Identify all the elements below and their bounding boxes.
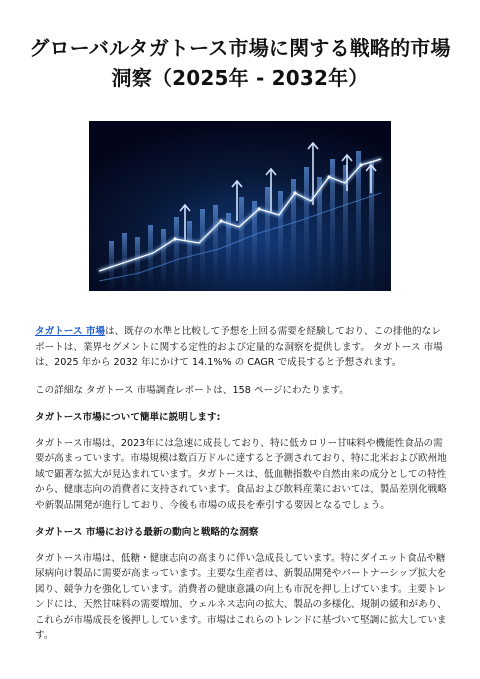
intro-text: は、既存の水準と比較して予想を上回る需要を経験しており、この排他的なレポートは、業界セグメントに関する定性的および定量的な洞察を提供します。 タガトース 市場は、2025 年から 2032 年にかけて 14.1%% の CAGR で成長すると予想されます。 xyxy=(35,326,443,368)
section-1-body: タガトース市場は、2023年には急速に成長しており、特に低カロリー甘味料や機能性食品の需要が高まっています。市場規模は数百万ドルに達すると予測されており、特に北米および欧州地域で顕著な拡大が見込まれています。タガトースは、低血糖指数や自然由来の成分としての特性から、健康志向の消費者に支持されています。食品および飲料産業においては、製品差別化戦略や新製品開発が進行しており、今後も市場の成長を牽引する要因となるでしょう。 xyxy=(35,437,447,511)
page-title xyxy=(28,33,452,93)
title-line-2: 洞察（2025年 - 2032年） xyxy=(111,66,369,90)
pages-note: この詳細な タガトース 市場調査レポートは、158 ページにわたります。 xyxy=(35,384,349,396)
intro-paragraph xyxy=(35,324,447,371)
market-link[interactable]: タガトース 市場 xyxy=(35,326,106,337)
section-2-heading: タガトース 市場における最新の動向と戦略的な洞察 xyxy=(35,527,259,538)
title-line-1: グローバルタガトース市場に関する戦略的市場 xyxy=(29,36,451,60)
document-body xyxy=(35,324,447,656)
growth-chart-illustration xyxy=(89,121,391,291)
hero-image xyxy=(89,121,391,291)
section-2-body: タガトース市場は、低糖・健康志向の高まりに伴い急成長しています。特にダイエット食品や糖尿病向け製品に需要が高まっています。主要な生産者は、新製品開発やパートナーシップ拡大を図り、競争力を強化しています。消費者の健康意識の向上も市況を押し上げています。主要トレンドには、天然甘味料の需要増加、ウェルネス志向の拡大、製品の多様化、規制の緩和があり、これらが市場成長を後押ししています。市場はこれらのトレンドに基づいて堅調に拡大しています。 xyxy=(35,552,447,641)
section-1-heading: タガトース市場について簡単に説明します: xyxy=(35,412,221,423)
